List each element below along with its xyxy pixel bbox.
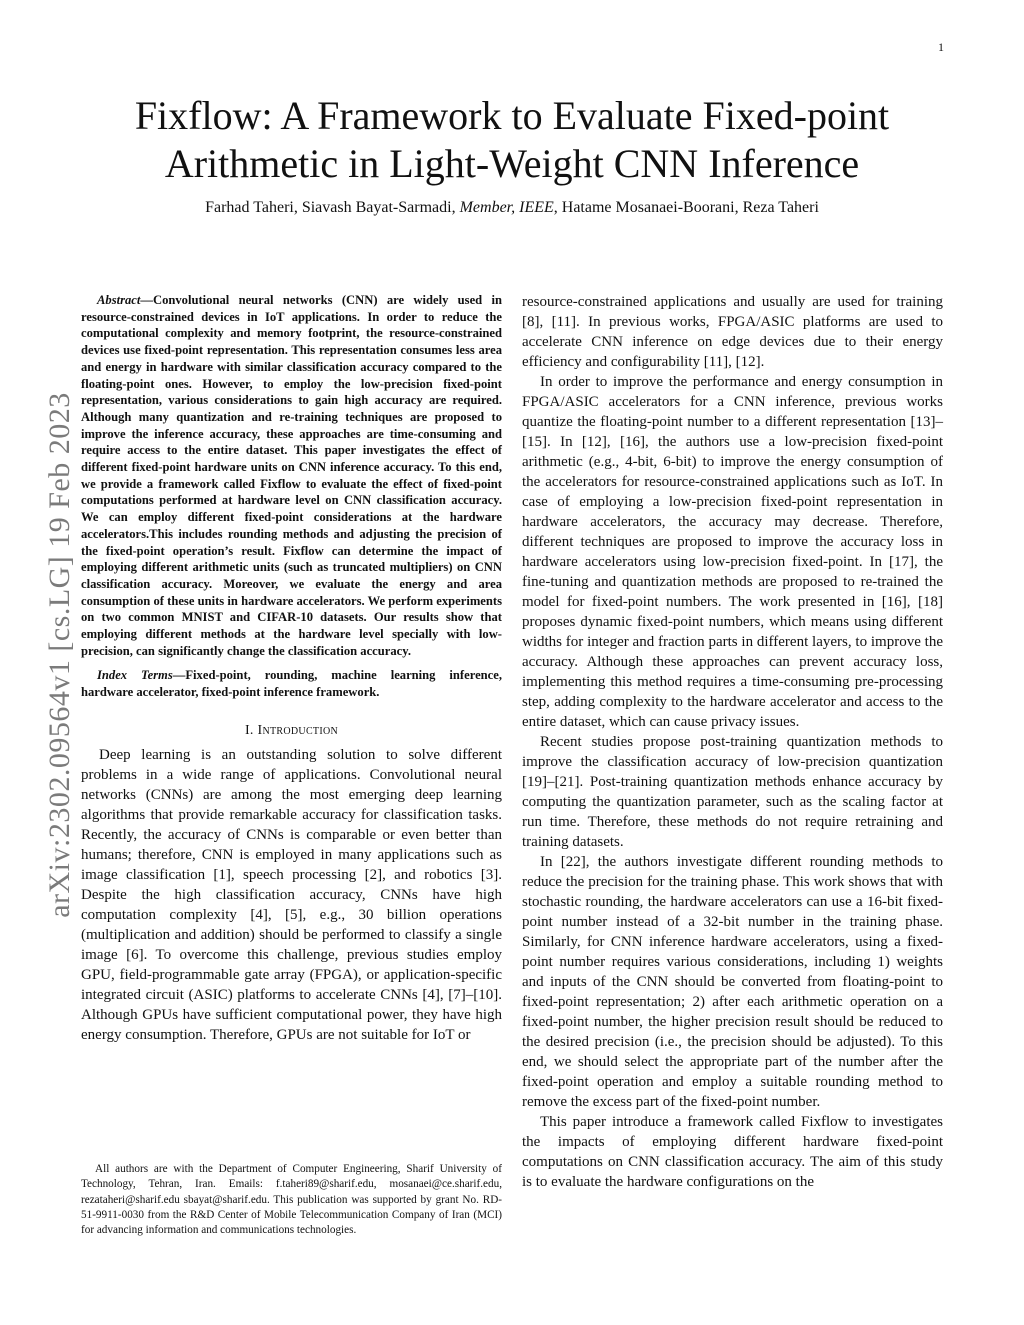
authors-first: Farhad Taheri, Siavash Bayat-Sarmadi, — [205, 199, 460, 216]
abstract-text: —Convolutional neural networks (CNN) are widely used in resource-constrained devices in IoT applications. In order to reduce the computational complexity and memory footprint, the resource-constrained devices use fixed-point representation. This representation consumes less area and energy in hardware with similar classification accuracy compared to the floating-point ones. However, to employ the low-precision fixed-point representation, various considerations to gain high accuracy are required. Although many quantization and re-training techniques are proposed to improve the inference accuracy, these approaches are time-consuming and require access to the entire dataset. This paper investigates the effect of different fixed-point hardware units on CNN inference accuracy. To this end, we provide a framework called Fixflow to evaluate the effect of fixed-point computations performed at hardware level on CNN classification accuracy. We can employ different fixed-point considerations at the hardware accelerators.This includes rounding methods and adjusting the precision of the fixed-point operation’s result. Fixflow can determine the impact of employing different arithmetic units (such as truncated multipliers) on CNN classification accuracy. Moreover, we evaluate the energy and area consumption of these units in hardware accelerators. We perform experiments on two common MNIST and CIFAR-10 datasets. Our results show that employing different methods at the hardware level specially with low-precision, can significantly change the classification accuracy. — [81, 293, 502, 658]
authors-rest: , Hatame Mosanaei-Boorani, Reza Taheri — [553, 199, 819, 216]
page-number: 1 — [938, 40, 944, 54]
author-membership: Member, IEEE — [459, 199, 554, 216]
abstract-label: Abstract — [97, 293, 141, 307]
body-paragraph: In order to improve the performance and energy consumption in FPGA/ASIC accelerators for a CNN inference, previous works quantize the floating-point number to a different representation [13]–[15]. In [12], [16], the authors use a low-precision fixed-point arithmetic (e.g., 4-bit, 6-bit) to improve the energy consumption of the accelerators for resource-constrained applications such as IoT. In case of employing a low-precision fixed-point representation in hardware accelerators, the accuracy may decrease. Therefore, different techniques are proposed to improve the accuracy loss in hardware accelerators using low-precision fixed-point. In [17], the fine-tuning and quantization methods are proposed to re-trained the model for fixed-point numbers. The work presented in [16], [18] proposes dynamic fixed-point numbers, which means using different widths for integer and fraction parts in different layers, to improve the accuracy. Although these approaches can prevent accuracy loss, implementing this method requires a time-consuming pre-processing step, adding complexity to the hardware accelerator and access to the entire dataset, which can cause privacy issues. — [522, 374, 943, 730]
index-terms-text: —Fixed-point, rounding, machine learning inference, hardware accelerator, fixed-point inference framework. — [81, 668, 502, 700]
abstract — [81, 292, 502, 659]
index-terms-label: Index Terms — [97, 668, 173, 683]
index-terms — [81, 667, 502, 700]
body-paragraph: Recent studies propose post-training quantization methods to improve the classification accuracy of low-precision quantization [19]–[21]. Post-training quantization methods enhance accuracy by computing the quantization parameter, such as the scaling factor at run time. Therefore, these methods do not require retraining and training datasets. — [522, 734, 943, 850]
left-column — [81, 292, 502, 1045]
author-list — [100, 199, 924, 217]
author-footnote: All authors are with the Department of Computer Engineering, Sharif University of Technology, Tehran, Iran. Emails: f.taheri89@sharif.edu, mosanaei@ce.sharif.edu, rezataheri@sharif.edu sbayat@sharif.edu. This publication was supported by grant No. RD-51-9911-0030 from the R&D Center of Mobile Telecommunication Company of Iran (MCI) for advancing information and communications technologies. — [81, 1163, 502, 1237]
title-line-2: Arithmetic in Light-Weight CNN Inference — [164, 141, 860, 186]
paper-title — [100, 92, 924, 188]
body-paragraph: In [22], the authors investigate different rounding methods to reduce the precision for the training phase. This work shows that with stochastic rounding, the hardware accelerators can use a 16-bit fixed-point number instead of a 32-bit number in the training phase. Similarly, for CNN inference hardware accelerators, using a fixed-point number requires various considerations, including 1) weights and inputs of the CNN should be converted from floating-point to fixed-point representation; 2) after each arithmetic operation on a fixed-point number, the higher precision result should be reduced to the desired precision (i.e., the precision should be adjusted). To this end, we should select the appropriate part of the number after the fixed-point operation and employ a suitable rounding method to remove the excess part of the fixed-point number. — [522, 854, 943, 1110]
intro-paragraph: Deep learning is an outstanding solution to solve different problems in a wide range of applications. Convolutional neural networks (CNNs) are among the most emerging deep learning algorithms that provide remarkable accuracy for classification tasks. Recently, the accuracy of CNNs is comparable or even better than humans; therefore, CNN is employed in many applications such as image classification [1], speech processing [2], and robotics [3]. Despite the high classification accuracy, CNNs have high computation complexity [4], [5], e.g., 30 billion operations (multiplication and addition) should be performed to classify a single image [6]. To overcome this challenge, previous studies employ GPU, field-programmable gate array (FPGA), or application-specific integrated circuit (ASIC) platforms to accelerate CNNs [4], [7]–[10]. Although GPUs have sufficient computational power, they have high energy consumption. Therefore, GPUs are not suitable for IoT or — [81, 746, 502, 1043]
title-line-1: Fixflow: A Framework to Evaluate Fixed-point — [134, 93, 890, 138]
section-heading-introduction: I. Introduction — [244, 722, 339, 738]
arxiv-identifier-stamp: arXiv:2302.09564v1 [cs.LG] 19 Feb 2023 — [43, 392, 76, 918]
body-paragraph: resource-constrained applications and usually are used for training [8], [11]. In previous works, FPGA/ASIC platforms are used to accelerate CNN inference on edge devices due to their energy efficiency and configurability [11], [12]. — [522, 294, 943, 370]
body-paragraph: This paper introduce a framework called Fixflow to investigates the impacts of employing different hardware fixed-point computations on CNN classification accuracy. The aim of this study is to evaluate the hardware configurations on the — [522, 1114, 943, 1190]
right-column — [522, 292, 943, 1192]
